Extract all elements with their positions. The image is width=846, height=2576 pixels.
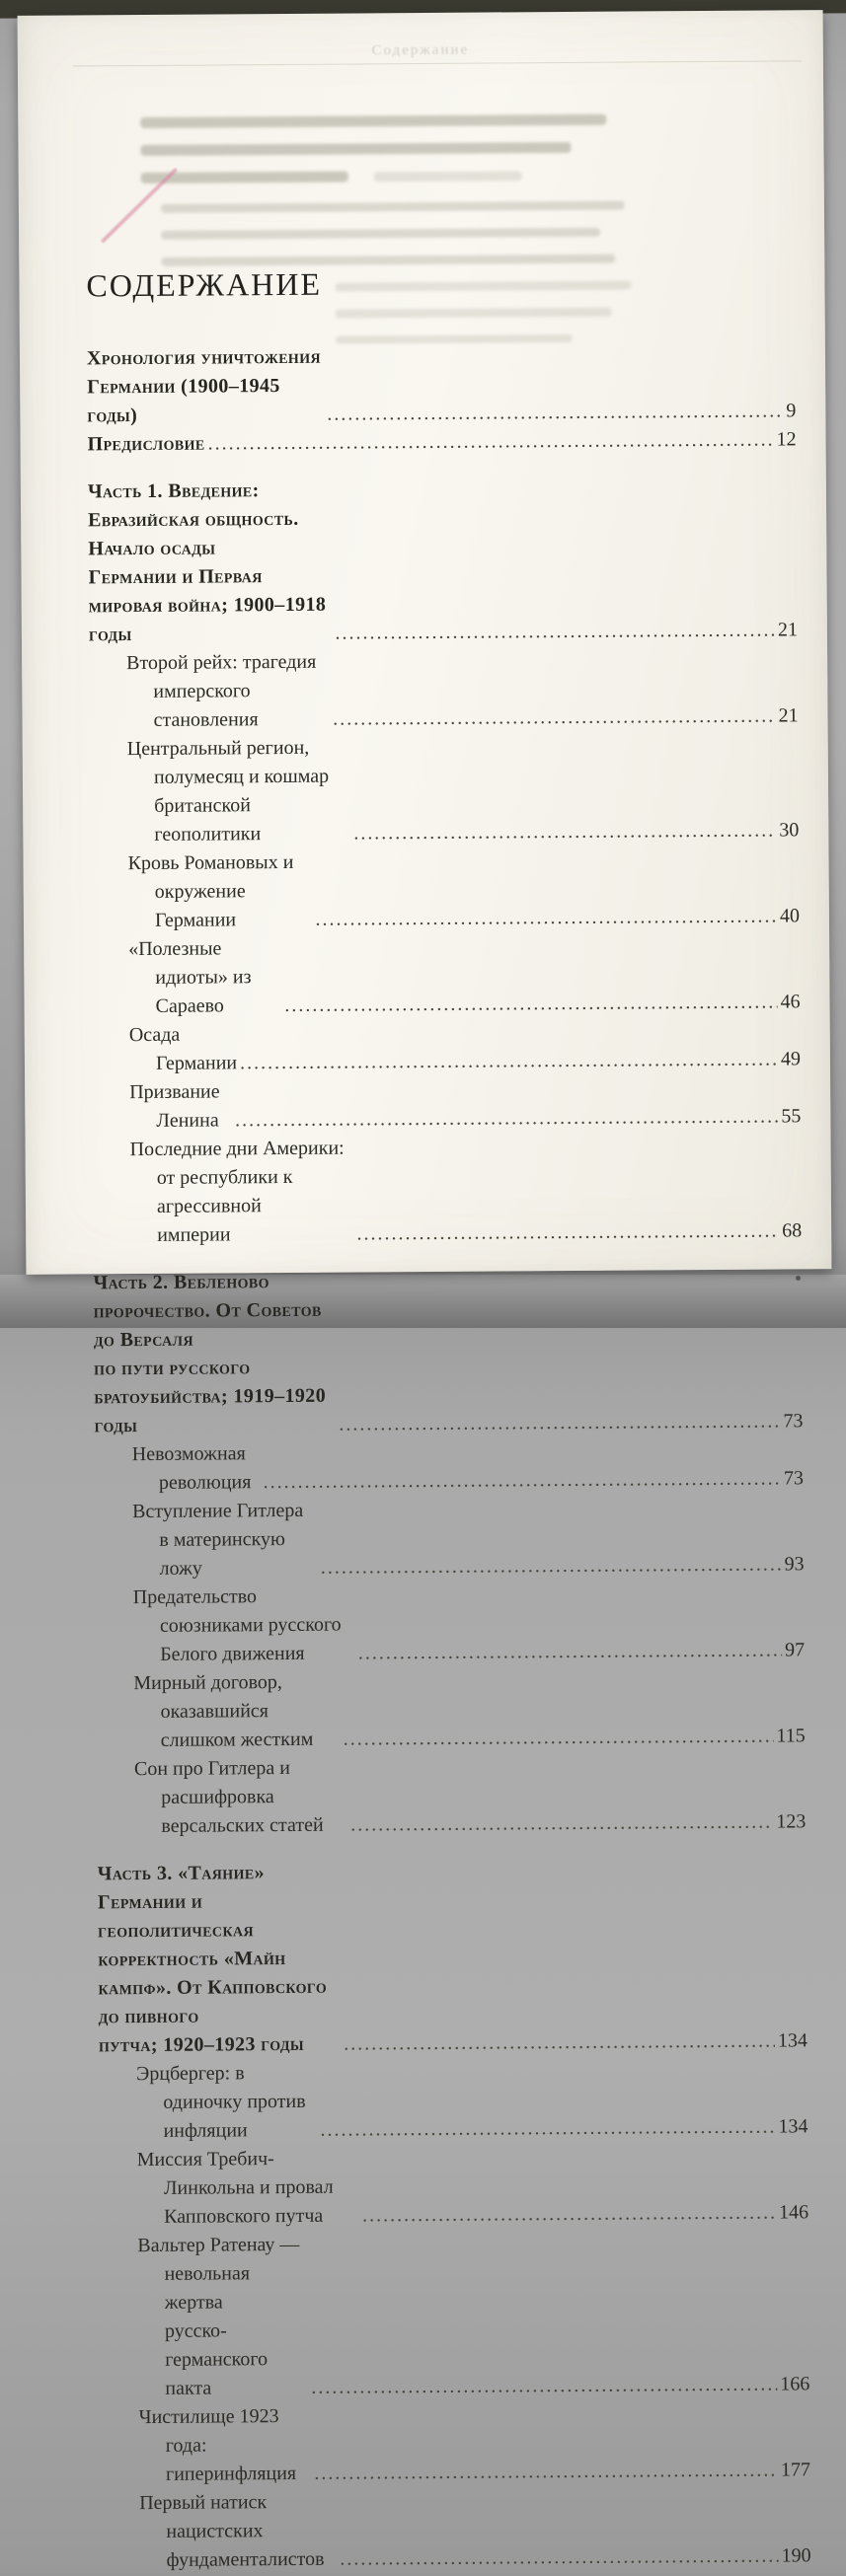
toc-entry <box>137 2227 809 2403</box>
toc-entry-label: Осада Германии <box>128 1023 238 1074</box>
bleedthrough-line <box>374 171 522 182</box>
toc-group <box>98 1855 811 2575</box>
toc-entry-label: «Полезные идиоты» из Сараево <box>128 937 252 1017</box>
toc-entry <box>138 2398 810 2489</box>
page-title: СОДЕРЖАНИЕ <box>86 265 323 304</box>
toc-part-heading <box>98 1855 808 2060</box>
dot-leader <box>264 1465 782 1498</box>
dot-leader <box>284 989 777 1020</box>
dot-leader <box>335 617 775 648</box>
toc-part-heading-page-number: 21 <box>777 619 798 641</box>
bleedthrough-line <box>335 281 631 292</box>
dot-leader <box>340 2542 778 2574</box>
toc-entry-page-number: 115 <box>776 1725 806 1747</box>
toc-entry-page-number: 93 <box>784 1553 805 1576</box>
toc-part-heading-label: Часть 3. «Таяние» Германии и геополитическая корректность «Майн кампф». От Капповского до пивного путча; 1920–1923 годы <box>97 1862 328 2057</box>
toc-entry <box>137 2141 809 2232</box>
toc-part-heading-page-number: 73 <box>783 1410 804 1433</box>
toc-entry-page-number: 177 <box>780 2459 811 2481</box>
toc-entry <box>134 1750 807 1841</box>
toc-entry-page-number: 97 <box>785 1639 806 1661</box>
toc-entry-label: Хронология уничтожения Германии (1900–1945 годы) <box>86 345 322 427</box>
toc-entry <box>128 930 801 1021</box>
toc-entry-page-number: 40 <box>779 905 801 927</box>
bleedthrough-line <box>140 114 606 128</box>
toc-entry-label: Призвание Ленина <box>129 1080 220 1132</box>
dot-leader <box>327 397 783 428</box>
toc-entry-page-number: 21 <box>778 704 799 727</box>
dot-leader <box>333 702 776 734</box>
dot-leader <box>344 1723 774 1754</box>
toc-entry <box>129 1073 801 1136</box>
toc-entry <box>139 2484 811 2575</box>
toc-part-heading-label: Часть 2. Вебленово пророчество. От Советов до Версаля по пути русского братоубийства; 1919–1920 годы <box>93 1271 327 1437</box>
dot-leader <box>314 2457 778 2488</box>
toc-entry <box>133 1579 806 1669</box>
toc-entry-label: Миссия Требич-Линкольна и провал Капповского путча <box>136 2148 334 2228</box>
toc-entry <box>129 1016 801 1078</box>
dot-leader <box>311 2371 777 2402</box>
toc-entry-page-number: 134 <box>778 2115 808 2138</box>
ink-dot <box>796 1276 801 1281</box>
toc-entry <box>133 1664 806 1755</box>
dot-leader <box>235 1103 778 1136</box>
toc-entry-page-number: 68 <box>782 1219 803 1242</box>
toc-entry-page-number: 30 <box>779 819 800 842</box>
book-page <box>18 10 832 2571</box>
dot-leader <box>315 903 777 934</box>
dot-leader <box>339 1408 780 1439</box>
toc-entry-page-number: 55 <box>781 1105 802 1128</box>
toc-entry <box>136 2055 808 2146</box>
dot-leader <box>356 1217 779 1249</box>
toc-entry-label: Центральный регион, полумесяц и кошмар британской геополитики <box>126 736 330 846</box>
toc-entry <box>126 644 799 735</box>
dot-leader <box>240 1046 778 1078</box>
toc-part-heading-label: Часть 1. Введение: Евразийская общность. Начало осады Германии и Первая мировая война; 1900–1918 годы <box>87 479 327 646</box>
toc-part-heading-page-number: 134 <box>777 2029 808 2052</box>
toc-entry-label: Последние дни Америки: от республики к агрессивной империи <box>129 1137 345 1246</box>
bleedthrough-line <box>161 201 625 213</box>
dot-leader <box>344 2027 775 2059</box>
dot-leader <box>208 426 774 459</box>
toc-group <box>88 473 802 1250</box>
dot-leader <box>362 2199 776 2231</box>
toc-entry-page-number: 190 <box>781 2544 811 2567</box>
bleedthrough-line <box>161 228 600 240</box>
toc-group <box>87 339 797 459</box>
dot-leader <box>353 817 776 848</box>
dot-leader <box>350 1808 773 1840</box>
toc-entry-page-number: 146 <box>779 2201 809 2224</box>
table-of-contents <box>87 339 811 2575</box>
toc-entry-label: Сон про Гитлера и расшифровка версальских статей <box>133 1756 324 1837</box>
toc-entry <box>132 1435 804 1498</box>
toc-entry-page-number: 12 <box>776 428 797 451</box>
toc-entry-label: Первый натиск нацистских фундаменталистов <box>139 2491 325 2571</box>
toc-entry-page-number: 9 <box>786 400 797 422</box>
dot-leader <box>358 1636 783 1667</box>
toc-part-heading <box>88 473 798 649</box>
toc-entry-label: Невозможная революция <box>131 1442 252 1494</box>
bleedthrough-line <box>161 255 615 266</box>
toc-group <box>93 1264 806 1841</box>
running-header-bleedthrough: Содержание <box>371 41 470 59</box>
toc-entry <box>127 730 800 849</box>
toc-entry-label: Мирный договор, оказавшийся слишком жестким <box>133 1671 314 1751</box>
toc-entry-page-number: 123 <box>776 1810 807 1833</box>
toc-entry <box>127 845 800 935</box>
toc-entry-label: Эрцбергер: в одиночку против инфляции <box>136 2062 306 2142</box>
toc-entry-page-number: 46 <box>780 991 801 1013</box>
toc-entry-label: Вступление Гитлера в материнскую ложу <box>132 1499 304 1580</box>
toc-entry-page-number: 73 <box>783 1467 805 1490</box>
toc-entry-label: Чистилище 1923 года: гиперинфляция <box>138 2405 297 2485</box>
dot-leader <box>320 2113 775 2145</box>
toc-part-heading <box>93 1264 803 1440</box>
toc-entry-label: Кровь Романовых и окружение Германии <box>127 850 294 931</box>
toc-entry <box>87 425 796 459</box>
running-header-rule <box>73 60 802 66</box>
toc-entry-page-number: 49 <box>780 1048 802 1070</box>
dot-leader <box>321 1550 782 1582</box>
bleedthrough-line <box>336 308 612 319</box>
toc-entry <box>132 1493 805 1583</box>
toc-entry-label: Предисловие <box>87 432 205 456</box>
bleedthrough-line <box>140 142 571 156</box>
toc-entry-page-number: 166 <box>780 2373 810 2395</box>
toc-entry-label: Вальтер Ратенау — невольная жертва русско-германского пакта <box>137 2233 300 2399</box>
toc-entry-label: Второй рейх: трагедия имперского становления <box>126 650 317 731</box>
toc-entry <box>87 339 797 430</box>
toc-entry-label: Предательство союзниками русского Белого движения <box>132 1585 342 1665</box>
toc-entry <box>129 1131 802 1250</box>
